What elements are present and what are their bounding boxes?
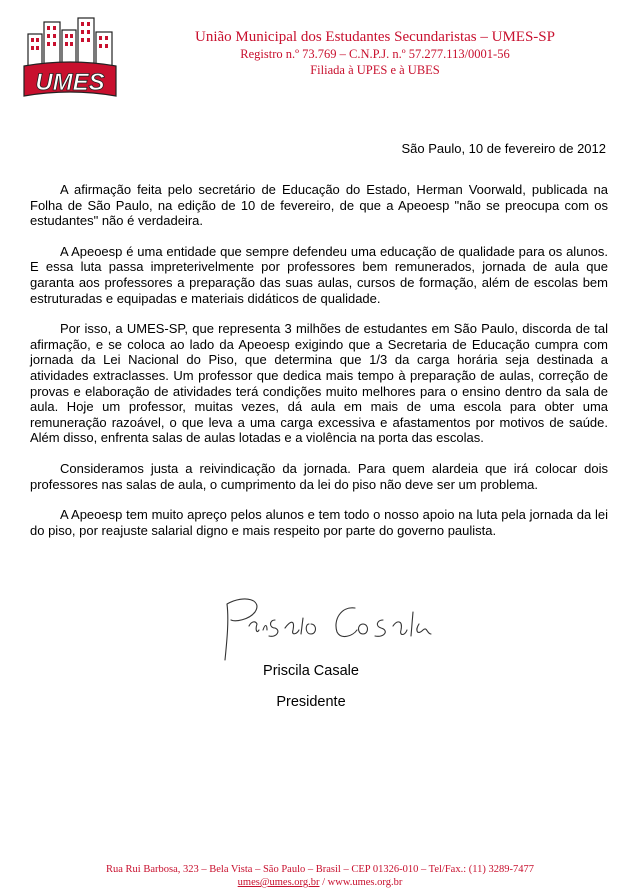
org-registration: Registro n.º 73.769 – C.N.P.J. n.º 57.277.113/0001-56 [240, 47, 510, 61]
handwritten-signature [205, 590, 445, 662]
footer-separator: / [319, 877, 328, 888]
signatory-name: Priscila Casale [263, 663, 359, 679]
signatory-title: Presidente [276, 694, 346, 710]
umes-logo [22, 14, 118, 100]
footer-address: Rua Rui Barbosa, 323 – Bela Vista – São Paulo – Brasil – CEP 01326-010 – Tel/Fax.: (11) 3289-7477 [106, 864, 534, 875]
paragraph: A Apeoesp tem muito apreço pelos alunos e tem todo o nosso apoio na luta pela jornada da lei do piso, por reajuste salarial digno e mais respeito por parte do governo paulista. [30, 507, 608, 538]
footer [0, 863, 640, 889]
paragraph: Consideramos justa a reivindicação da jornada. Para quem alardeia que irá colocar dois professores nas salas de aula, o cumprimento da lei do piso não deve ser um problema. [30, 460, 608, 492]
signature-text: Priscila Casale [205, 590, 211, 591]
email-link[interactable]: umes@umes.org.br [237, 877, 320, 888]
paragraph: Por isso, a UMES-SP, que representa 3 milhões de estudantes em São Paulo, discorda de tal afirmação, e se coloca ao lado da Apeoesp exigindo que a Secretaria de Educação cumpra com jornada da Lei Nacional do Piso, que determina que 1/3 da carga horária seja destinada a atividades extraclasses. Um professor que dedica mais tempo à preparação de aulas, correção de provas e elaboração de atividades terá condições muito melhores para o ensino dentro da sala de aula. Hoje um professor, muitas vezes, dá aula em mais de uma escola para obter uma remuneração razoável, o que leva a uma carga excessiva e afastamentos por motivos de saúde. Além disso, enfrenta salas de aulas lotadas e a violência na porta das escolas. [30, 321, 608, 446]
letterhead [130, 28, 620, 78]
org-affiliation: Filiada à UPES e à UBES [310, 63, 440, 77]
website-text: www.umes.org.br [327, 877, 403, 888]
paragraph: A Apeoesp é uma entidade que sempre defendeu uma educação de qualidade para os alunos. E essa luta passa impreterivelmente por professores bem remunerados, jornada de aula que garanta aos professores a preparação das suas aulas, cursos de formação, além de escolas bem estruturadas e equipadas e materiais didáticos de qualidade. [30, 243, 608, 306]
logo-wordmark: UMES [35, 69, 105, 96]
footer-contacts [0, 876, 640, 889]
paragraph: A afirmação feita pelo secretário de Educação do Estado, Herman Voorwald, publicada na Folha de São Paulo, na edição de 10 de fevereiro, de que a Apeoesp "não se preocupa com os estudantes" não é verdadeira. [30, 182, 608, 229]
letter-body [30, 182, 608, 553]
letter-date: São Paulo, 10 de fevereiro de 2012 [401, 141, 606, 156]
org-name: União Municipal dos Estudantes Secundaristas – UMES-SP [195, 29, 555, 45]
